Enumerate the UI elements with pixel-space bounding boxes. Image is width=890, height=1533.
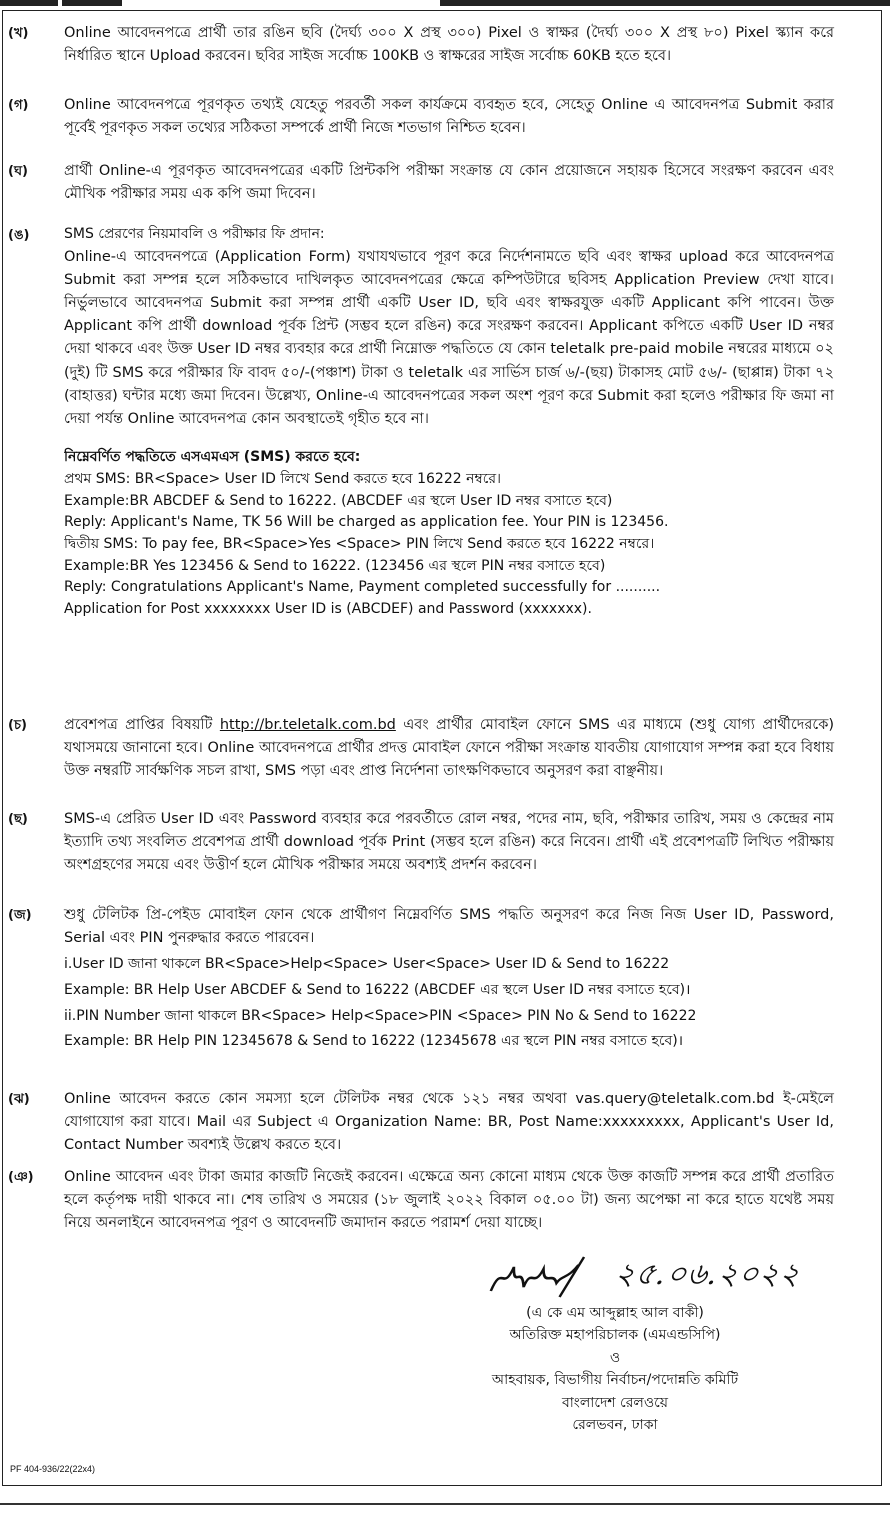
sms-line: Reply: Congratulations Applicant's Name, Payment completed successfully for ..........	[64, 579, 661, 596]
section-text: SMS-এ প্রেরিত User ID এবং Password ব্যবহার করে পরবর্তীতে রোল নম্বর, পদের নাম, ছবি, পরীক্ষার তারিখ, সময় ও কেন্দ্রের নাম ইত্যাদি তথ্য সংবলিত প্রবেশপত্র প্রার্থী download পূর্বক Print (সম্ভব হলে রঙিন) করে নিবেন। প্রার্থী এই প্রবেশপত্রটি লিখিত পরীক্ষায় অংশগ্রহণের সময়ে এবং উত্তীর্ণ হলে মৌখিক পরীক্ষার সময়ে অবশ্যই প্রদর্শন করবেন।	[64, 811, 834, 874]
sms-line: Example:BR ABCDEF & Send to 16222. (ABCDEF এর স্থলে User ID নম্বর বসাতে হবে)	[64, 492, 613, 509]
handwritten-date: ২৫.০৬.২০২২	[611, 1257, 805, 1292]
sms-line: Reply: Applicant's Name, TK 56 Will be charged as application fee. Your PIN is 123456.	[64, 514, 669, 531]
section-marker: (ঝ)	[8, 1092, 30, 1107]
sms-title: নিম্নেবর্ণিত পদ্ধতিতে এসএমএস (SMS) করতে হবে:	[64, 449, 361, 466]
top-border	[0, 0, 890, 6]
signatory-name: (এ কে এম আব্দুল্লাহ আল বাকী)	[526, 1305, 704, 1321]
sms-line: দ্বিতীয় SMS: To pay fee, BR<Space>Yes <Space> PIN লিখে Send করতে হবে 16222 নম্বরে।	[64, 535, 655, 552]
section-text: Online আবেদনপত্রে প্রার্থী তার রঙিন ছবি (দৈর্ঘ্য ৩০০ X প্রস্থ ৩০০) Pixel ও স্বাক্ষর (দৈর্ঘ্য ৩০০ X প্রস্থ ৮০) Pixel স্ক্যান করে নির্ধারিত স্থানে Upload করবেন। ছবির সাইজ সর্বোচ্চ 100KB ও স্বাক্ষরের সাইজ সর্বোচ্চ 60KB হতে হবে।	[64, 25, 834, 65]
section-text: এবং প্রার্থীর মোবাইল ফোনে SMS এর মাধ্যমে (শুধু যোগ্য প্রার্থীদেরকে) যথাসময়ে জানানো হবে। Online আবেদনপত্রে প্রার্থীর প্রদত্ত মোবাইল ফোনে পরীক্ষা সংক্রান্ত যাবতীয় যোগাযোগ সম্পন্ন করা হবে বিধায় উক্ত নম্বরটি সার্বক্ষণিক সচল রাখা, SMS পড়া এবং প্রাপ্ত নির্দেশনা তাৎক্ষণিকভাবে অনুসরণ করা বাঞ্ছনীয়।	[64, 717, 834, 780]
sms-line: প্রথম SMS: BR<Space> User ID লিখে Send করতে হবে 16222 নম্বরে।	[64, 470, 502, 487]
section-heading: SMS প্রেরণের নিয়মাবলি ও পরীক্ষার ফি প্রদান:	[64, 226, 325, 242]
section-marker: (ঞ)	[8, 1170, 34, 1185]
bottom-rule	[0, 1503, 890, 1505]
section-marker: (ঙ)	[8, 228, 30, 243]
section-marker: (ঘ)	[8, 164, 28, 179]
section-text: Online আবেদন করতে কোন সমস্যা হলে টেলিটক নম্বর থেকে ১২১ নম্বর অথবা vas.query@teletalk.com.bd ই-মেইলে যোগাযোগ করা যাবে। Mail এর Subject এ Organization Name: BR, Post Name:xxxxxxxxx, Applicant's User Id, Contact Number অবশ্যই উল্লেখ করতে হবে।	[64, 1091, 834, 1154]
handwritten-signature	[449, 1250, 840, 1302]
section-marker: (খ)	[8, 26, 29, 41]
sms-line: Example:BR Yes 123456 & Send to 16222. (123456 এর স্থলে PIN নম্বর বসাতে হবে)	[64, 557, 606, 574]
section-text: প্রার্থী Online-এ পূরণকৃত আবেদনপত্রের একটি প্রিন্টকপি পরীক্ষা সংক্রান্ত যে কোন প্রয়োজনে সহায়ক হিসেবে সংরক্ষণ করবেন এবং মৌখিক পরীক্ষার সময় এক কপি জমা দিবেন।	[64, 163, 834, 203]
signature-scribble	[485, 1253, 595, 1299]
recovery-line: i.User ID জানা থাকলে BR<Space>Help<Space> User<Space> User ID & Send to 16222	[64, 956, 670, 973]
section-text: শুধু টেলিটক প্রি-পেইড মোবাইল ফোন থেকে প্রার্থীগণ নিম্নেবর্ণিত SMS পদ্ধতি অনুসরণ করে নিজ নিজ User ID, Password, Serial এবং PIN পুনরুদ্ধার করতে পারবেন।	[64, 907, 834, 947]
signatory-conjunction: ও	[609, 1349, 621, 1366]
section-marker: (ছ)	[8, 812, 28, 827]
signatory-designation: অতিরিক্ত মহাপরিচালক (এমএন্ডসিপি)	[509, 1327, 721, 1344]
signature-block	[395, 1250, 835, 1436]
section-marker: (গ)	[8, 98, 29, 113]
recovery-line: Example: BR Help User ABCDEF & Send to 16222 (ABCDEF এর স্থলে User ID নম্বর বসাতে হবে)।	[64, 982, 691, 999]
footer-code: PF 404-936/22(22x4)	[10, 1464, 96, 1474]
teletalk-link[interactable]: http://br.teletalk.com.bd	[219, 717, 396, 733]
section-text: Online-এ আবেদনপত্রে (Application Form) যথাযথভাবে পূরণ করে নির্দেশনামতে ছবি এবং স্বাক্ষর upload করে আবেদনপত্র Submit করা সম্পন্ন হলে সঠিকভাবে দাখিলকৃত আবেদনপত্রের ক্ষেত্রে কম্পিউটারে ছবিসহ Application Preview দেখা যাবে। নির্ভুলভাবে আবেদনপত্র Submit করা সম্পন্ন প্রার্থী একটি User ID, ছবি এবং স্বাক্ষরযুক্ত একটি Applicant কপি পাবেন। উক্ত Applicant কপি প্রার্থী download পূর্বক প্রিন্ট (সম্ভব হলে রঙিন) করে সংরক্ষণ করবেন। Applicant কপিতে একটি User ID নম্বর দেয়া থাকবে এবং উক্ত User ID নম্বর ব্যবহার করে প্রার্থী নিম্নোক্ত পদ্ধতিতে যে কোন teletalk pre-paid mobile নম্বরের মাধ্যমে ০২ (দুই) টি SMS করে পরীক্ষার ফি বাবদ ৫০/-(পঞ্চাশ) টাকা ও teletalk এর সার্ভিস চার্জ ৬/-(ছয়) টাকাসহ মোট ৫৬/- (ছাপ্পান্ন) টাকা ৭২ (বাহাত্তর) ঘন্টার মধ্যে জমা দিবেন। উল্লেখ্য, Online-এ আবেদনপত্রের সকল অংশ পূরণ করে Submit করা হলেও পরীক্ষার ফি জমা না দেয়া পর্যন্ত Online আবেদনপত্র কোন অবস্থাতেই গৃহীত হবে না।	[64, 248, 834, 427]
section-text: Online আবেদন এবং টাকা জমার কাজটি নিজেই করবেন। এক্ষেত্রে অন্য কোনো মাধ্যম থেকে উক্ত কাজটি সম্পন্ন করে প্রার্থী প্রতারিত হলে কর্তৃপক্ষ দায়ী থাকবে না। শেষ তারিখ ও সময়ের (১৮ জুলাই ২০২২ বিকাল ০৫.০০ টা) জন্য অপেক্ষা না করে হাতে যথেষ্ট সময় নিয়ে অনলাইনে আবেদনপত্র পূরণ ও আবেদনটি জমাদান করতে পরামর্শ দেয়া যাচ্ছে।	[64, 1169, 834, 1232]
sms-line: Application for Post xxxxxxxx User ID is (ABCDEF) and Password (xxxxxxx).	[64, 601, 592, 617]
admit-lead-text: প্রবেশপত্র প্রাপ্তির বিষয়টি	[64, 717, 213, 733]
signatory-organization: বাংলাদেশ রেলওয়ে	[561, 1394, 669, 1411]
signatory-role: আহবায়ক, বিভাগীয় নির্বাচন/পদোন্নতি কমিটি	[491, 1372, 739, 1389]
recovery-line: Example: BR Help PIN 12345678 & Send to 16222 (12345678 এর স্থলে PIN নম্বর বসাতে হবে)।	[64, 1033, 684, 1050]
section-marker: (চ)	[8, 718, 27, 733]
signatory-place: রেলভবন, ঢাকা	[572, 1416, 658, 1433]
section-text: Online আবেদনপত্রে পূরণকৃত তথ্যই যেহেতু পরবর্তী সকল কার্যক্রমে ব্যবহৃত হবে, সেহেতু Online এ আবেদনপত্র Submit করার পূর্বেই পূরণকৃত সকল তথ্যের সঠিকতা সম্পর্কে প্রার্থী নিজে শতভাগ নিশ্চিত হবেন।	[64, 97, 834, 137]
section-marker: (জ)	[8, 908, 32, 923]
recovery-line: ii.PIN Number জানা থাকলে BR<Space> Help<Space>PIN <Space> PIN No & Send to 16222	[64, 1007, 697, 1024]
